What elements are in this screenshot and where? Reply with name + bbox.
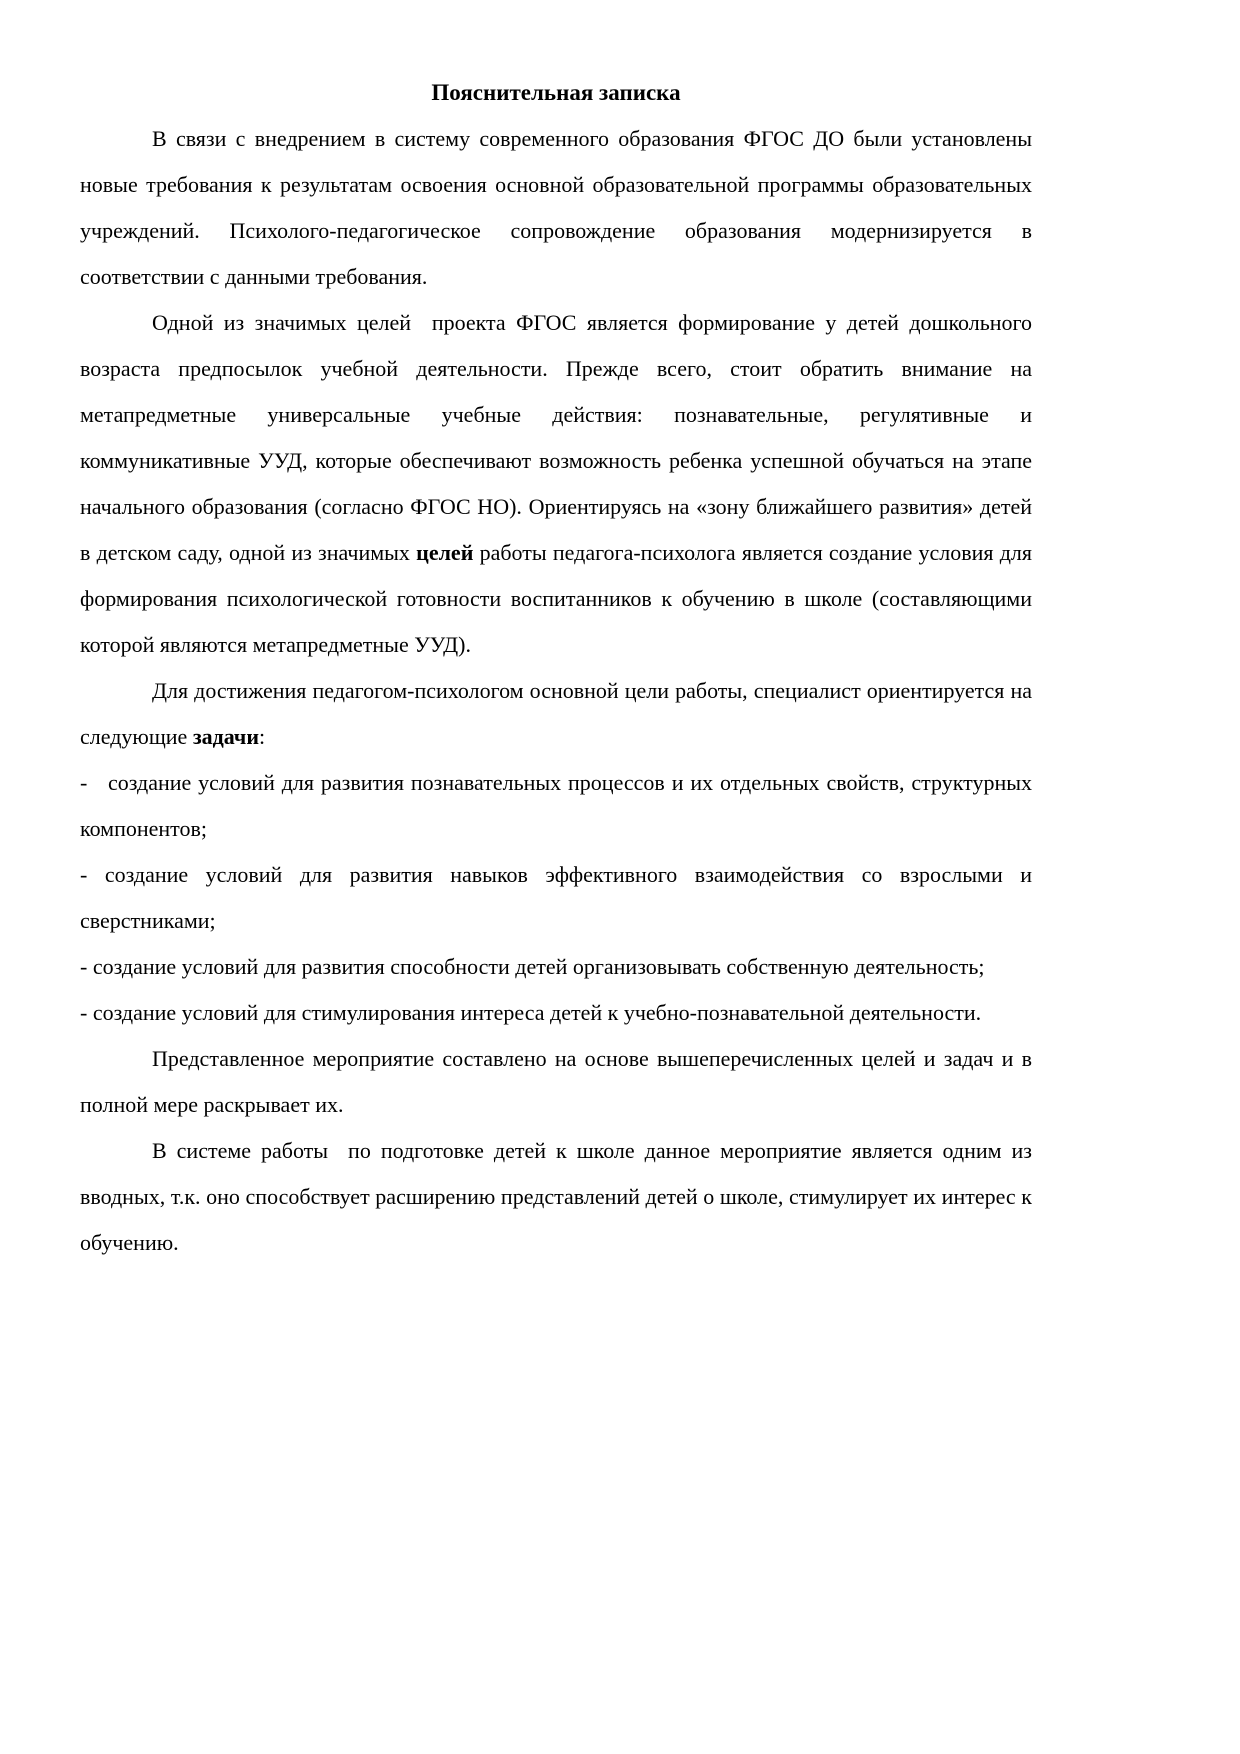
paragraph-goals <box>80 300 1032 668</box>
paragraph-goals-text-1: Одной из значимых целей проекта ФГОС является формирование у детей дошкольного возраста предпосылок учебной деятельности. Прежде всего, стоит обратить внимание на метапредметные универсальные учебные действия: познавательные, регулятивные и коммуникативные УУД, которые обеспечивают возможность ребенка успешной обучаться на этапе начального образования (согласно ФГОС НО). Ориентируясь на «зону ближайшего развития» детей в детском саду, одной из значимых <box>80 310 1032 565</box>
paragraph-goals-text-2: работы педагога-психолога является создание условия для формирования психологической готовности воспитанников к обучению в школе (составляющими которой являются метапредметные УУД). <box>80 540 1032 657</box>
paragraph-tasks-lead <box>80 668 1032 760</box>
list-item-learning-interest: - создание условий для стимулирования интереса детей к учебно-познавательной деятельности. <box>80 1000 982 1025</box>
paragraph-event-basis: Представленное мероприятие составлено на основе вышеперечисленных целей и задач и в полной мере раскрывает их. <box>80 1046 1032 1117</box>
paragraph-school-preparation: В системе работы по подготовке детей к школе данное мероприятие является одним из вводных, т.к. оно способствует расширению представлений детей о школе, стимулирует их интерес к обучению. <box>80 1138 1032 1255</box>
list-item-interaction-skills: - создание условий для развития навыков эффективного взаимодействия со взрослыми и сверстниками; <box>80 862 1032 933</box>
list-item-cognitive-processes: - создание условий для развития познавательных процессов и их отдельных свойств, структурных компонентов; <box>80 770 1032 841</box>
bold-keyword-tasks: задачи <box>192 724 259 749</box>
paragraph-tasks-text-2: : <box>259 724 266 749</box>
paragraph-intro: В связи с внедрением в систему современного образования ФГОС ДО были установлены новые требования к результатам освоения основной образовательной программы образовательных учреждений. Психолого-педагогическое сопровождение образования модернизируется в соответствии с данными требования. <box>80 126 1032 289</box>
list-item-self-organization: - создание условий для развития способности детей организовывать собственную деятельность; <box>80 954 985 979</box>
bold-keyword-goals: целей <box>416 540 474 565</box>
document-title: Пояснительная записка <box>431 80 681 105</box>
paragraph-tasks-text-1: Для достижения педагогом-психологом основной цели работы, специалист ориентируется на следующие <box>80 678 1032 749</box>
